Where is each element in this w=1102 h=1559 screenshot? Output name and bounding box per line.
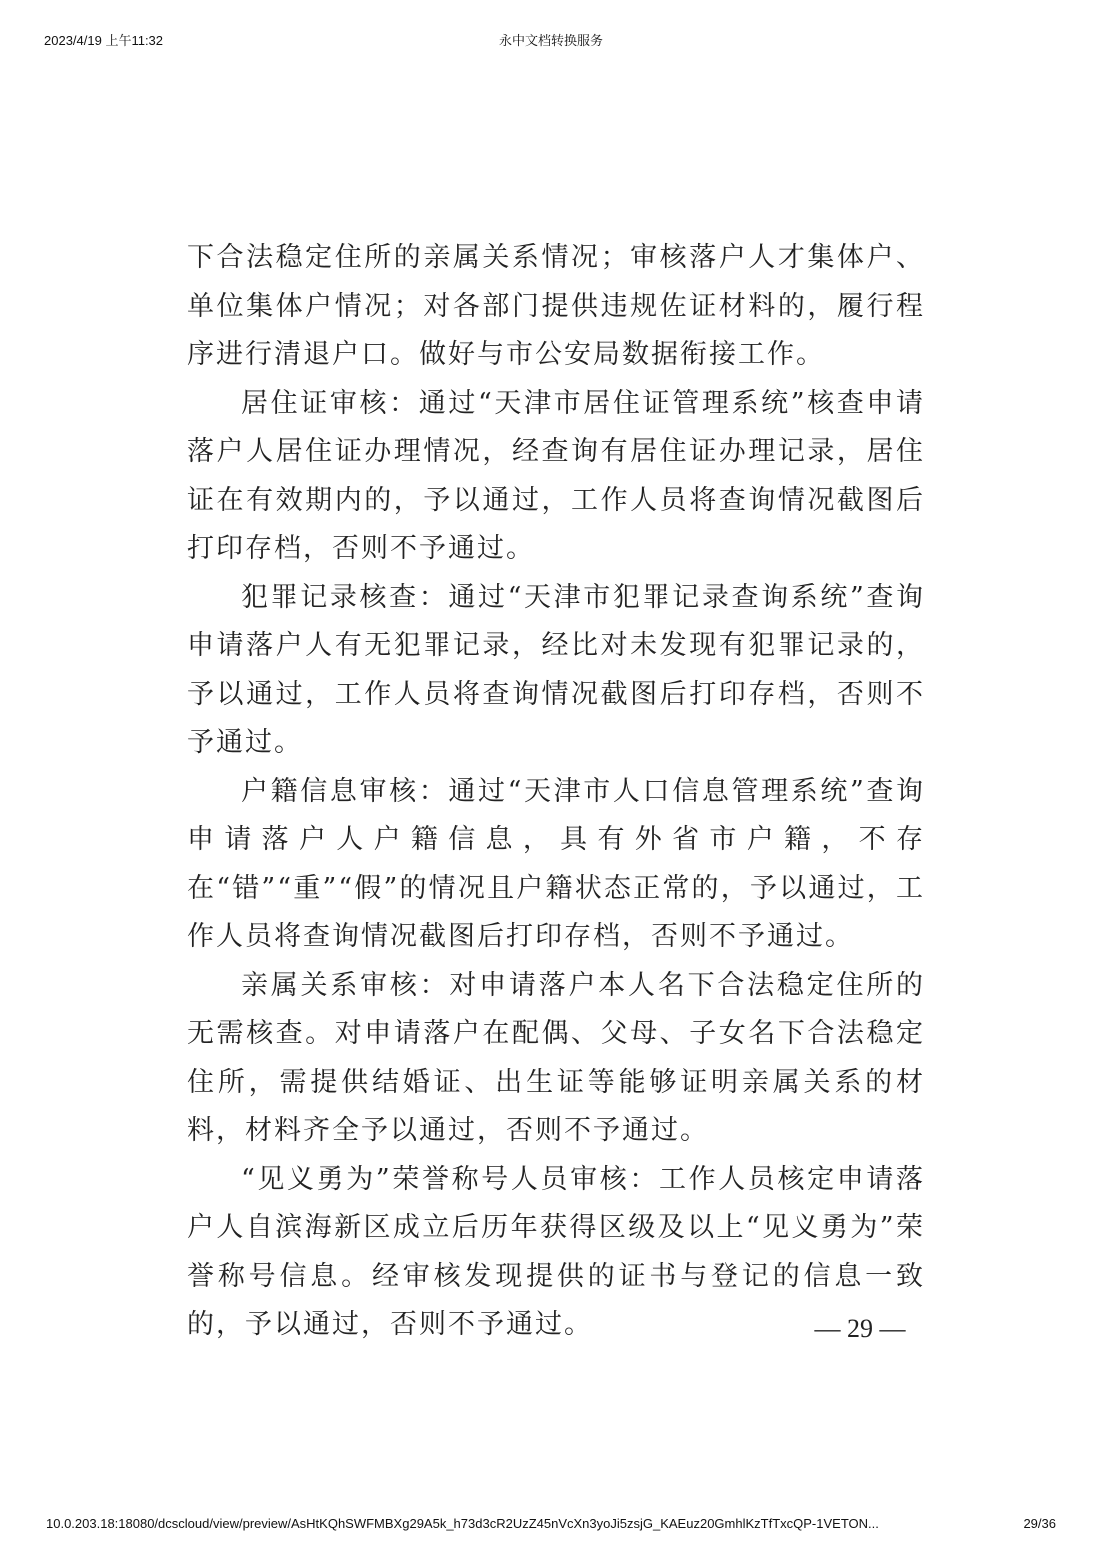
paragraph-residence-permit-review: 居住证审核：通过“天津市居住证管理系统”核查申请落户人居住证办理情况，经查询有居住证办理记录，居住证在有效期内的，予以通过，工作人员将查询情况截图后打印存档，否则不予通过。 (187, 387, 925, 564)
paragraph-continuation: 下合法稳定住所的亲属关系情况；审核落户人才集体户、单位集体户情况；对各部门提供违规佐证材料的，履行程序进行清退户口。做好与市公安局数据衔接工作。 (187, 242, 925, 370)
paragraph-heroic-honor-review: “见义勇为”荣誉称号人员审核：工作人员核定申请落户人自滨海新区成立后历年获得区级及以上“见义勇为”荣誉称号信息。经审核发现提供的证书与登记的信息一致的，予以通过，否则不予通过。 (187, 1163, 925, 1340)
paragraph-household-registration-review: 户籍信息审核：通过“天津市人口信息管理系统”查询申请落户人户籍信息，具有外省市户籍，不存在“错”“重”“假”的情况且户籍状态正常的，予以通过，工作人员将查询情况截图后打印存档，否则不予通过。 (187, 775, 925, 952)
print-service-title: 永中文档转换服务 (498, 33, 603, 48)
print-timestamp: 2023/4/19 上午11:32 (44, 33, 164, 48)
document-body (187, 234, 925, 1350)
paragraph-criminal-record-check: 犯罪记录核查：通过“天津市犯罪记录查询系统”查询申请落户人有无犯罪记录，经比对未发现有犯罪记录的，予以通过，工作人员将查询情况截图后打印存档，否则不予通过。 (187, 581, 925, 758)
print-footer (0, 1516, 1102, 1536)
page-number: — 29 — (814, 1314, 906, 1343)
print-page-count: 29/36 (1023, 1516, 1056, 1531)
print-header (0, 30, 1102, 50)
print-url: 10.0.203.18:18080/dcscloud/view/preview/AsHtKQhSWFMBXg29A5k_h73d3cR2UzZ45nVcXn3yoJi5zsjG_KAEuz20GmhlKzTfTxcQP-1VETON... (46, 1516, 879, 1531)
paragraph-kinship-review: 亲属关系审核：对申请落户本人名下合法稳定住所的无需核查。对申请落户在配偶、父母、子女名下合法稳定住所，需提供结婚证、出生证等能够证明亲属关系的材料，材料齐全予以通过，否则不予通过。 (187, 969, 925, 1146)
